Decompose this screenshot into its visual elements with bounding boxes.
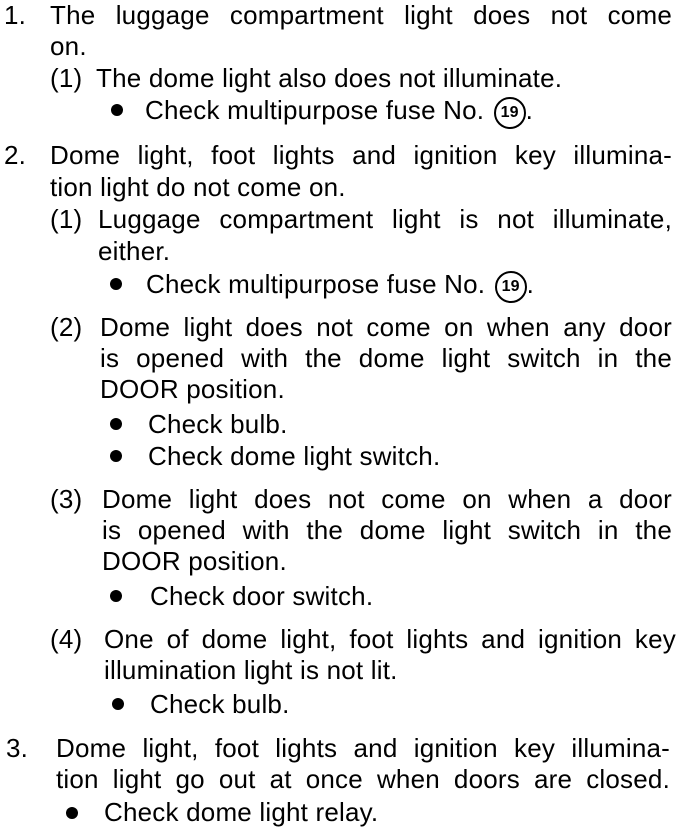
sub-text-line: Dome light does not come on when any door xyxy=(100,312,672,342)
sub-text-line: Luggage compartment light is not illuminate, xyxy=(98,204,672,234)
check-line xyxy=(145,95,533,129)
check-line: Check dome light switch. xyxy=(148,441,441,471)
sub-text-line: either. xyxy=(98,236,171,266)
fuse-number-circle: 19 xyxy=(495,271,527,303)
check-line xyxy=(146,269,534,303)
bullet-icon xyxy=(111,104,123,116)
bullet-icon xyxy=(66,807,78,819)
check-trail: . xyxy=(526,269,535,299)
check-line: Check bulb. xyxy=(150,689,290,719)
bullet-icon xyxy=(110,418,122,430)
bullet-icon xyxy=(110,590,122,602)
sub-text-line: illumination light is not lit. xyxy=(104,655,398,685)
fuse-number-circle: 19 xyxy=(494,97,526,129)
item-title-line: tion light go out at once when doors are closed. xyxy=(56,764,670,794)
item-number: 1. xyxy=(4,0,27,30)
sub-label: (3) xyxy=(50,484,83,514)
item-title-line: The luggage compartment light does not come xyxy=(50,0,672,30)
item-title-line: on. xyxy=(50,31,87,61)
sub-text-line: One of dome light, foot lights and ignition key xyxy=(104,624,676,654)
item-title-line: tion light do not come on. xyxy=(50,172,346,202)
sub-text-line: DOOR position. xyxy=(100,374,285,404)
sub-text-line: The dome light also does not illuminate. xyxy=(96,63,563,93)
sub-label: (4) xyxy=(50,624,83,654)
bullet-icon xyxy=(110,278,122,290)
sub-label: (1) xyxy=(50,204,83,234)
item-number: 3. xyxy=(6,733,29,763)
sub-label: (1) xyxy=(50,63,83,93)
check-text: Check multipurpose fuse No. xyxy=(145,95,485,125)
check-line: Check door switch. xyxy=(150,581,374,611)
sub-text-line: is opened with the dome light switch in the xyxy=(100,343,672,373)
check-line: Check bulb. xyxy=(148,409,288,439)
sub-label: (2) xyxy=(50,312,83,342)
item-title-line: Dome light, foot lights and ignition key illumina- xyxy=(50,140,672,170)
item-number: 2. xyxy=(4,140,27,170)
bullet-icon xyxy=(112,698,124,710)
bullet-icon xyxy=(110,450,122,462)
item-title-line: Dome light, foot lights and ignition key illumina- xyxy=(56,733,670,763)
sub-text-line: Dome light does not come on when a door xyxy=(102,484,672,514)
sub-text-line: is opened with the dome light switch in the xyxy=(102,515,672,545)
sub-text-line: DOOR position. xyxy=(102,546,287,576)
check-trail: . xyxy=(525,95,534,125)
check-text: Check multipurpose fuse No. xyxy=(146,269,486,299)
check-line: Check dome light relay. xyxy=(104,797,379,827)
